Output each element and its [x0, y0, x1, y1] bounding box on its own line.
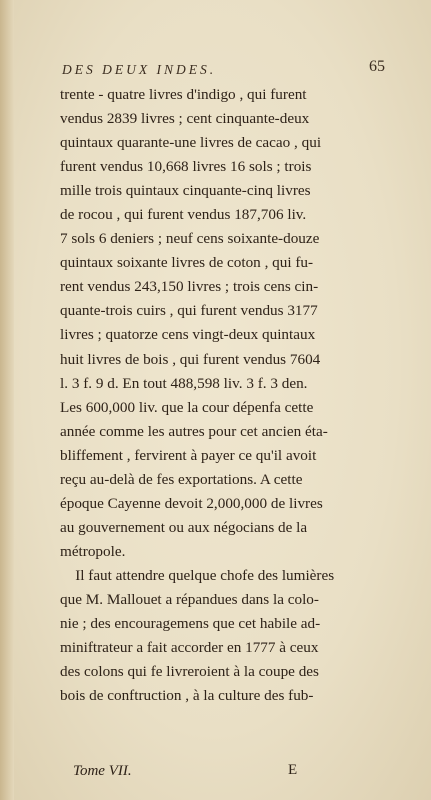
text-line: que M. Mallouet a répandues dans la colo-	[60, 590, 319, 608]
text-line: vendus 2839 livres ; cent cinquante-deux	[60, 110, 310, 128]
gathering-signature: E	[288, 762, 298, 778]
text-line: huit livres de bois , qui furent vendus 7604	[60, 350, 321, 368]
text-line: mille trois quintaux cinquante-cinq livres	[60, 182, 311, 200]
text-line: année comme les autres pour cet ancien éta-	[60, 422, 328, 440]
text-line: bois de conftruction , à la culture des fub-	[60, 687, 314, 705]
volume-signature: Tome VII.	[73, 763, 132, 779]
body-text	[60, 83, 376, 708]
text-line: bliffement , fervirent à payer ce qu'il avoit	[60, 446, 317, 464]
text-line: époque Cayenne devoit 2,000,000 de livres	[60, 494, 323, 512]
page-number: 65	[369, 58, 385, 75]
text-line: reçu au-delà de fes exportations. A cette	[60, 470, 303, 488]
text-line: quintaux soixante livres de coton , qui fu-	[60, 254, 314, 272]
text-line: au gouvernement ou aux négocians de la	[60, 518, 308, 536]
text-line: l. 3 f. 9 d. En tout 488,598 liv. 3 f. 3 den.	[60, 374, 308, 392]
page-gutter-shadow	[0, 0, 14, 800]
text-line: quante-trois cuirs , qui furent vendus 3177	[60, 302, 318, 320]
text-line: métropole.	[60, 542, 126, 560]
text-line: de rocou , qui furent vendus 187,706 liv.	[60, 206, 307, 224]
text-line: Les 600,000 liv. que la cour dépenfa cette	[60, 398, 314, 416]
text-line: des colons qui fe livreroient à la coupe des	[60, 663, 319, 681]
text-line: quintaux quarante-une livres de cacao , qui	[60, 134, 322, 152]
text-line: livres ; quatorze cens vingt-deux quintaux	[60, 326, 316, 344]
text-line: Il faut attendre quelque chofe des lumières	[60, 566, 335, 584]
text-line: nie ; des encouragemens que cet habile ad-	[60, 615, 321, 633]
text-line: 7 sols 6 deniers ; neuf cens soixante-douze	[60, 230, 320, 248]
running-title: DES DEUX INDES.	[62, 62, 217, 77]
text-line: trente - quatre livres d'indigo , qui furent	[60, 86, 307, 103]
text-line: miniftrateur a fait accorder en 1777 à ceux	[60, 639, 319, 657]
text-line: furent vendus 10,668 livres 16 sols ; trois	[60, 158, 312, 176]
text-line: rent vendus 243,150 livres ; trois cens cin-	[60, 278, 319, 296]
